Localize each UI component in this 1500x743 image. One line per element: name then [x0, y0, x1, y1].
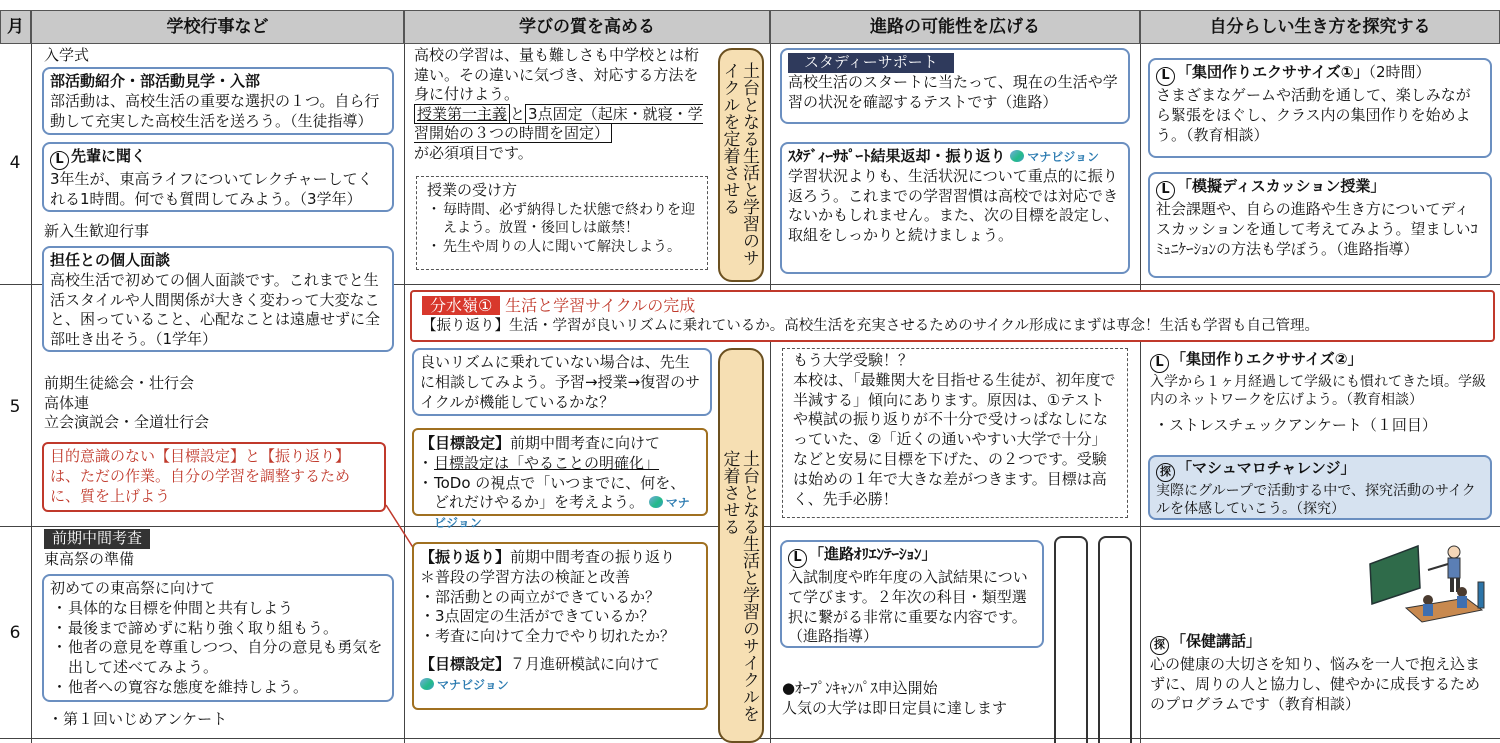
l-mark-icon: L [50, 151, 69, 170]
study-support-text: 高校生活のスタートに当たって、現在の生活や学習の状況を確認するテストです（進路） [788, 72, 1118, 111]
group2-section [1150, 350, 1494, 436]
l-mark-icon: L [1156, 67, 1175, 86]
review-box [412, 542, 708, 710]
header-month: 月 [0, 10, 31, 44]
senpai-text: 3年生が、東高ライフについてレクチャーしてくれる1時間。何でも質問してみよう。（3学年） [50, 170, 373, 208]
cycle-label-top: 土台となる生活と学習のサイクルを定着させる [718, 48, 764, 282]
explore-mark-icon: 探 [1156, 463, 1175, 482]
review-item: ・考査に向けて全力でやり切れたか？ [420, 627, 676, 646]
rhythm-box: 良いリズムに乗れていない場合は、先生に相談してみよう。予習→授業→復習のサイクルが機能しているかな？ [412, 348, 712, 416]
class-tips-title: 授業の受け方 [427, 181, 518, 199]
group1-text: さまざまなゲームや活動を通して、楽しみながら緊張をほぐし、クラス内の集団作りを始めよう。（教育相談） [1156, 86, 1471, 144]
orientation-box [780, 540, 1044, 648]
divide-title: 生活と学習サイクルの完成 [505, 296, 696, 315]
welcome-event: 新入生歓迎行事 [44, 222, 150, 240]
divide-label: 分水嶺① [422, 296, 500, 315]
club-title: 部活動紹介・部活動見学・入部 [50, 72, 261, 90]
review-sub: 前期中間考査の振り返り [510, 548, 676, 566]
group1-box [1148, 58, 1492, 158]
review-item: ・3点固定の生活ができているか？ [420, 607, 655, 626]
mock-text: 社会課題や、自らの進路や生き方についてディスカッションを通して考えてみよう。望ましいｺﾐｭﾆｹｰｼｮﾝの方法も学ぼう。（進路指導） [1156, 200, 1479, 258]
study-support-label: スタディーサポート [788, 53, 954, 73]
health-section [1150, 632, 1494, 714]
study-support-box [780, 48, 1130, 124]
senpai-title: 先輩に聞く [71, 147, 147, 165]
may-event: 立会演説会・全道壮行会 [44, 413, 210, 431]
goal2-title: 【目標設定】 [420, 654, 511, 673]
explore-mark-icon: 探 [1150, 636, 1169, 655]
goal-item: ・ 目標設定は「やることの明確化」 [420, 454, 700, 474]
mock-title: 「模擬ディスカッション授業」 [1177, 177, 1386, 195]
festival-item: ・ 他者への寛容な態度を維持しよう。 [54, 678, 386, 698]
header-explore: 自分らしい生き方を探究する [1140, 10, 1500, 44]
quality-intro-1: 高校の学習は、量も難しさも中学校とは桁違い。その違いに気づき、対応する方法を身に付けよう。 [414, 46, 700, 103]
feedback-text: 学習状況よりも、生活状況について重点的に振り返ろう。これまでの学習習慣は高校では対応できないかもしれません。また、次の目標を設定し、取組をしっかりと続けましょう。 [788, 166, 1119, 245]
goal-box [412, 428, 708, 531]
goal-title: 【目標設定】 [420, 434, 511, 452]
goal-item-text: ToDo の視点で「いつまでに、何を、どれだけやるか」を考えよう。 [434, 473, 686, 512]
header-events: 学校行事など [31, 10, 404, 44]
manabi-logo-icon [649, 496, 663, 508]
goal2-sub: ７月進研模試に向けて [510, 654, 661, 673]
class-tip: ・ 毎時間、必ず納得した状態で終わりを迎えよう。放置・後回しは厳禁！ [429, 201, 697, 238]
blank-slot [1098, 536, 1132, 743]
blank-slot [1054, 536, 1088, 743]
class-tips-box [416, 176, 708, 270]
classroom-illustration-icon [1366, 538, 1494, 630]
class-tip: ・ 先生や周りの人に聞いて解決しよう。 [429, 238, 697, 256]
festival-item: ・ 他者の意見を尊重しつつ、自分の意見も勇気を出して述べてみよう。 [54, 638, 386, 678]
festival-item: ・ 具体的な目標を仲間と共有しよう [54, 599, 386, 619]
manabi-logo-icon [1010, 150, 1024, 162]
quality-intro-2a: 授業第一主義 [414, 104, 510, 124]
mock-box [1148, 172, 1492, 278]
health-title: 「保健講話」 [1171, 632, 1262, 650]
header-career: 進路の可能性を広げる [770, 10, 1140, 44]
may-event: 前期生徒総会・壮行会 [44, 374, 195, 392]
marshmallow-text: 実際にグループで活動する中で、探究活動のサイクルを体感していこう。（探究） [1156, 483, 1476, 518]
marshmallow-box [1148, 455, 1492, 520]
quality-intro [414, 46, 710, 163]
month-label: 4 [9, 153, 21, 173]
may-event: 高体連 [44, 393, 90, 412]
orientation-text: 入試制度や昨年度の入試結果について学びます。２年次の科目・類型選択に繋がる非常に重要な内容です。（進路指導） [788, 568, 1028, 646]
review-title: 【振り返り】 [420, 548, 511, 566]
group1-hours: （2時間） [1368, 63, 1431, 81]
quality-intro-2c: 3点固定（起床・就寝・学習開始の３つの時間を固定） [414, 104, 703, 142]
goal-sub: 前期中間考査に向けて [510, 434, 661, 452]
open-campus-title: ●ｵｰﾌﾟﾝｷｬﾝﾊﾟｽ申込開始 [782, 679, 938, 697]
festival-item: ・ 最後まで諦めずに粘り強く取り組もう。 [54, 619, 386, 639]
interview-title: 担任との個人面談 [50, 251, 171, 269]
quality-intro-3: が必須項目です。 [414, 143, 533, 162]
feedback-box [780, 142, 1130, 274]
month-label: 5 [9, 397, 21, 417]
open-campus [782, 679, 1046, 719]
cycle-label-bottom: 土台となる生活と学習のサイクルを定着させる [718, 348, 764, 743]
review-item: ・部活動との両立ができているか？ [420, 587, 661, 606]
festival-intro: 初めての東高祭に向けて [50, 579, 216, 597]
group2-title: 「集団作りエクササイズ②」 [1171, 350, 1363, 368]
header-quality: 学びの質を高める [404, 10, 770, 44]
feedback-title: ｽﾀﾃﾞｨｰｻﾎﾟｰﾄ結果返却・振り返り [788, 147, 1006, 165]
orientation-title: 「進路ｵﾘｴﾝﾃｰｼｮﾝ」 [809, 545, 937, 563]
divide-banner [410, 290, 1495, 342]
l-mark-icon: L [1156, 181, 1175, 200]
stress-check: ・ストレスチェックアンケート（１回目） [1154, 415, 1437, 434]
club-text: 部活動は、高校生活の重要な選択の１つ。自ら行動して充実した高校生活を送ろう。（生徒指導） [50, 91, 380, 130]
marshmallow-title: 「マシュマロチャレンジ」 [1177, 459, 1356, 477]
midterm-text: 前期中間考査 [44, 529, 150, 549]
exam-box [782, 348, 1128, 518]
l-mark-icon: L [788, 549, 807, 568]
group2-text: 入学から１ヶ月経過して学級にも慣れてきた頃。学級内のネットワークを広げよう。（教育相談） [1150, 374, 1486, 409]
l-mark-icon: L [1150, 354, 1169, 373]
group1-title: 「集団作りエクササイズ①」 [1177, 63, 1369, 81]
festival-prep: 東高祭の準備 [44, 550, 135, 568]
interview-text: 高校生活で初めての個人面談です。これまでと生活スタイルや人間関係が大きく変わって大変なこと、困っていること、心配なことは遠慮せずに全部吐き出そう。（1学年） [50, 270, 381, 349]
entrance-ceremony: 入学式 [44, 46, 90, 64]
manabi-logo: マナビジョン [437, 677, 509, 692]
exam-text: 本校は、「最難関大を目指せる生徒が、初年度で半減する」傾向にあります。原因は、①テストや模試の振り返りが不十分で受けっぱなしになっていた、②「近くの通いやすい大学で十分」などと安易に目標を下げた、の２つです。受験は始めの１年で大きな差がつきます。目標は高く、先手必勝！ [793, 370, 1116, 508]
divide-text: 【振り返り】生活・学習が良いリズムに乗れているか。高校生活を充実させるためのサイクル形成にまずは専念！生活も学習も自己管理。 [422, 317, 1319, 334]
review-item: ＊普段の学習方法の検証と改善 [420, 567, 631, 586]
manabi-logo: マナビジョン [1027, 150, 1100, 164]
exam-title: もう大学受験！？ [793, 351, 914, 369]
bullying-survey: ・第１回いじめアンケート [48, 710, 228, 728]
manabi-logo-icon [420, 678, 434, 690]
month-label: 6 [9, 623, 21, 643]
open-campus-text: 人気の大学は即日定員に達します [782, 698, 1008, 717]
health-text: 心の健康の大切さを知り、悩みを一人で抱え込まずに、周りの人と協力し、健やかに成長するためのプログラムです（教育相談） [1150, 655, 1481, 713]
quality-intro-2b: と [510, 104, 526, 123]
manabi-logo: マナビジョン [434, 496, 690, 531]
purpose-box: 目的意識のない【目標設定】と【振り返り】は、ただの作業。自分の学習を調整するために、質を上げよう [42, 442, 386, 512]
goal-item [420, 474, 700, 533]
